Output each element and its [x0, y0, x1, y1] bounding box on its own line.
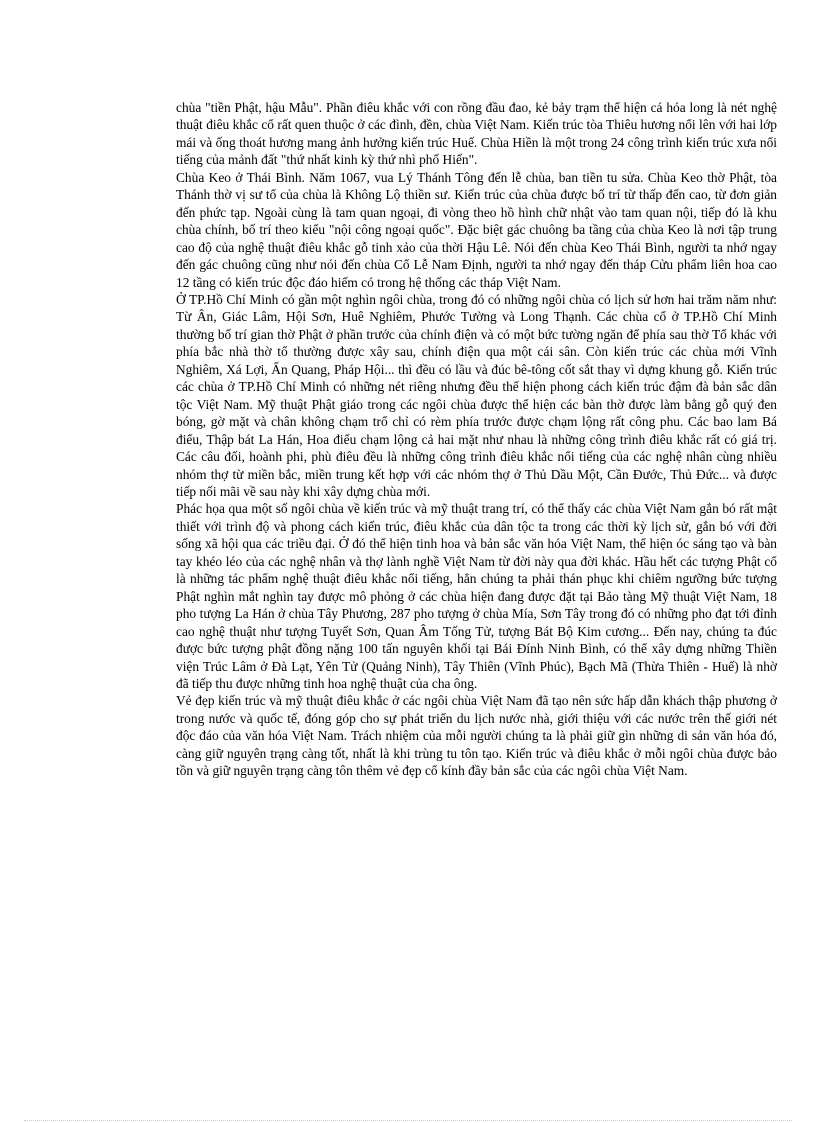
paragraph-chua-keo: Chùa Keo ở Thái Bình. Năm 1067, vua Lý Thánh Tông đến lễ chùa, ban tiền tu sửa. Chùa Keo thờ Phật, tòa Thánh thờ vị sư tổ của chùa là Không Lộ thiền sư. Kiến trúc của chùa được bố trí từ thấp đến cao, từ đơn giản đến phức tạp. Ngoài cùng là tam quan ngoại, đi vòng theo hồ hình chữ nhật vào tam quan nội, tiếp đó là khu chùa chính, bố trí theo kiểu "nội công ngoại quốc". Đặc biệt gác chuông ba tầng của chùa Keo là nơi tập trung cao độ của nghệ thuật điêu khắc gỗ tinh xảo của thời Hậu Lê. Nói đến chùa Keo Thái Bình, người ta nhớ ngay đến gác chuông cũng như nói đến chùa Cổ Lễ Nam Định, người ta nhớ ngay đến tháp Cửu phẩm liên hoa cao 12 tầng có kiến trúc độc đáo hiếm có trong hệ thống các tháp Việt Nam.	[176, 169, 777, 290]
paragraph-chua-hien: chùa "tiền Phật, hậu Mẫu". Phần điêu khắc với con rồng đầu đao, kẻ bảy trạm thể hiện cá hóa long là nét nghệ thuật điêu khắc cổ rất quen thuộc ở các đình, đền, chùa Việt Nam. Kiến trúc tòa Thiêu hương nổi lên với hai lớp mái và ống thoát hương mang ảnh hưởng kiến trúc Huế. Chùa Hiền là một trong 24 công trình kiến trúc xưa nổi tiếng của mảnh đất "thứ nhất kinh kỳ thứ nhì phố Hiến".	[176, 100, 777, 168]
paragraph-phac-hoa: Phác họa qua một số ngôi chùa về kiến trúc và mỹ thuật trang trí, có thể thấy các chùa Việt Nam gắn bó rất mật thiết với trình độ và phong cách kiến trúc, điêu khắc của dân tộc ta trong các thời kỳ lịch sử, gắn bó với đời sống xã hội qua các triều đại. Ở đó thể hiện tinh hoa và bản sắc văn hóa Việt Nam, thể hiện óc sáng tạo và bàn tay khéo léo của các nghệ nhân và thợ lành nghề Việt Nam từ đời này qua đời khác. Hầu hết các tượng Phật cổ là những tác phẩm nghệ thuật điêu khắc nổi tiếng, hẳn chúng ta phải thán phục khi chiêm ngưỡng bức tượng Phật nghìn mắt nghìn tay được mô phỏng ở các chùa hiện đang được đặt tại Bảo tàng Mỹ thuật Việt Nam, 18 pho tượng La Hán ở chùa Tây Phương, 287 pho tượng ở chùa Mía, Sơn Tây trong đó có những pho đạt tới đỉnh cao nghệ thuật như tượng Tuyết Sơn, Quan Âm Tống Tử, tượng Bát Bộ Kim cương... Đến nay, chúng ta đúc được bức tượng phật đồng nặng 100 tấn nguyên khối tại Bái Đính Ninh Bình, có thể xây dựng những Thiền viện Trúc Lâm ở Đà Lạt, Yên Tử (Quảng Ninh), Tây Thiên (Vĩnh Phúc), Bạch Mã (Thừa Thiên - Huế) là nhờ đã tiếp thu được những tinh hoa nghệ thuật của cha ông.	[176, 501, 777, 691]
paragraph-conclusion: Vẻ đẹp kiến trúc và mỹ thuật điêu khắc ở các ngôi chùa Việt Nam đã tạo nên sức hấp dẫn khách thập phương ở trong nước và quốc tế, đóng góp cho sự phát triển du lịch nước nhà, giới thiệu với các nước trên thế giới nét độc đáo của văn hóa Việt Nam. Trách nhiệm của mỗi người chúng ta là phải giữ gìn những di sản văn hóa đó, càng giữ nguyên trạng càng tốt, nhất là khi trùng tu tôn tạo. Kiến trúc và điêu khắc ở mỗi ngôi chùa được bảo tồn và giữ nguyên trạng càng tôn thêm vẻ đẹp cổ kính đầy bản sắc của các ngôi chùa Việt Nam.	[176, 693, 777, 779]
paragraph-tp-ho-chi-minh: Ở TP.Hồ Chí Minh có gần một nghìn ngôi chùa, trong đó có những ngôi chùa có lịch sử hơn hai trăm năm như: Từ Ân, Giác Lâm, Hội Sơn, Huê Nghiêm, Phước Tường và Long Thạnh. Các chùa cổ ở TP.Hồ Chí Minh thường bố trí gian thờ Phật ở phần trước của chính điện và có một bức tường ngăn để phía sau thờ Tổ khác với phía bắc nhà thờ tổ thường được xây sau, chính điện qua một cái sân. Còn kiến trúc các chùa mới Vĩnh Nghiêm, Xá Lợi, Ấn Quang, Pháp Hội... thì đều có lầu và đúc bê-tông cốt sắt thay vì dựng khung gỗ. Kiến trúc các chùa ở TP.Hồ Chí Minh có những nét riêng nhưng đều thể hiện phong cách kiến trúc đậm đà bản sắc dân tộc Việt Nam. Mỹ thuật Phật giáo trong các ngôi chùa được thể hiện các bàn thờ được làm bằng gỗ quý đen bóng, gờ mặt và chân không chạm trổ chỉ có rèm phía trước được chạm lộng rất công phu. Các bao lam Bá điểu, Thập bát La Hán, Hoa điểu chạm lộng cả hai mặt như nhau là những công trình điêu khắc rất có giá trị. Các câu đối, hoành phi, phù điêu đều là những công trình điêu khắc nổi tiếng của các nghệ nhân cùng nhiều nhóm thợ từ miền bắc, miền trung kết hợp với các nhóm thợ ở Thủ Dầu Một, Cần Đước, Thủ Đức... và được tiếp nối mãi về sau này khi xây dựng chùa mới.	[176, 291, 777, 499]
page-bottom-divider	[24, 1120, 792, 1121]
body-text	[176, 99, 777, 780]
